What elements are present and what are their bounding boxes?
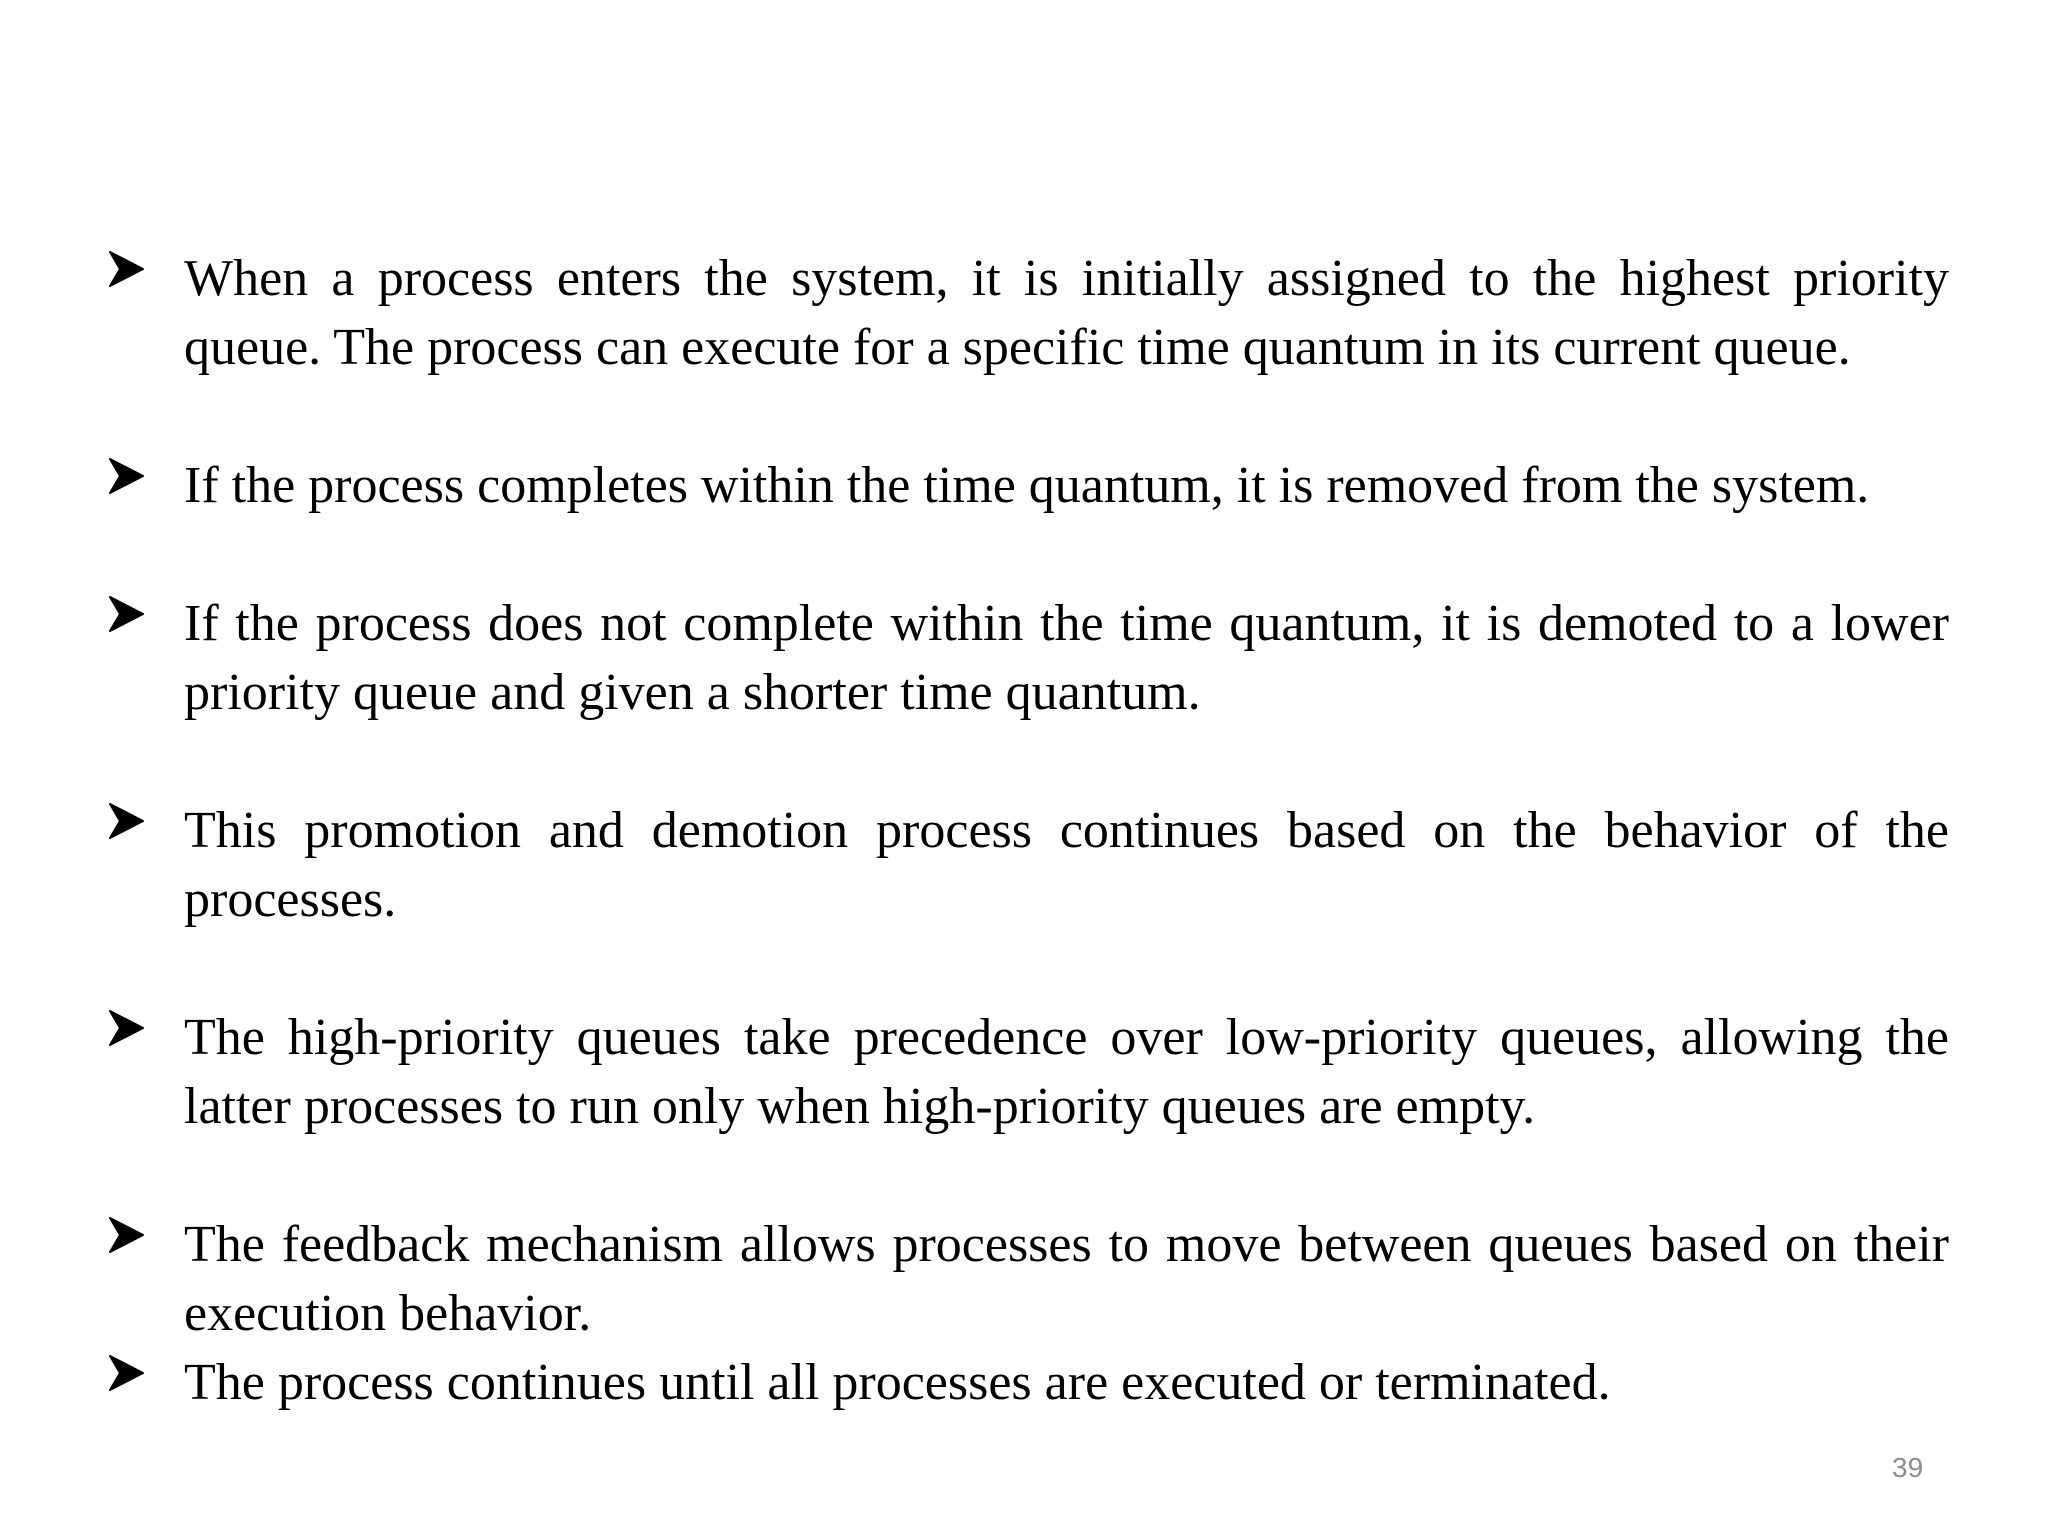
bullet-text: If the process completes within the time quantum, it is removed from the system.	[184, 457, 1870, 514]
page-number: 39	[1892, 1452, 1924, 1483]
bullet-text: The process continues until all processes are executed or terminated.	[184, 1354, 1611, 1411]
bullet-item	[108, 1348, 1949, 1417]
bullet-text: This promotion and demotion process continues based on the behavior of the processes.	[184, 802, 1949, 928]
arrowhead-bullet-icon	[108, 1215, 146, 1255]
bullet-text: If the process does not complete within the time quantum, it is demoted to a lower priority queue and given a shorter time quantum.	[184, 595, 1949, 721]
arrowhead-bullet-icon	[108, 594, 146, 634]
arrowhead-bullet-icon	[108, 1353, 146, 1393]
arrowhead-bullet-icon	[108, 456, 146, 496]
bullet-item	[108, 589, 1949, 727]
arrowhead-bullet-icon	[108, 1008, 146, 1048]
bullet-item	[108, 796, 1949, 934]
bullet-text: When a process enters the system, it is initially assigned to the highest priority queue. The process can execute for a specific time quantum in its current queue.	[184, 250, 1949, 376]
bullet-text: The feedback mechanism allows processes to move between queues based on their execution behavior.	[184, 1216, 1949, 1342]
bullet-text: The high-priority queues take precedence over low-priority queues, allowing the latter processes to run only when high-priority queues are empty.	[184, 1009, 1949, 1135]
bullet-item	[108, 244, 1949, 382]
bullet-item	[108, 451, 1949, 520]
arrowhead-bullet-icon	[108, 249, 146, 289]
bullet-item	[108, 1210, 1949, 1348]
arrowhead-bullet-icon	[108, 801, 146, 841]
bullet-list	[108, 244, 1949, 1417]
bullet-item	[108, 1003, 1949, 1141]
